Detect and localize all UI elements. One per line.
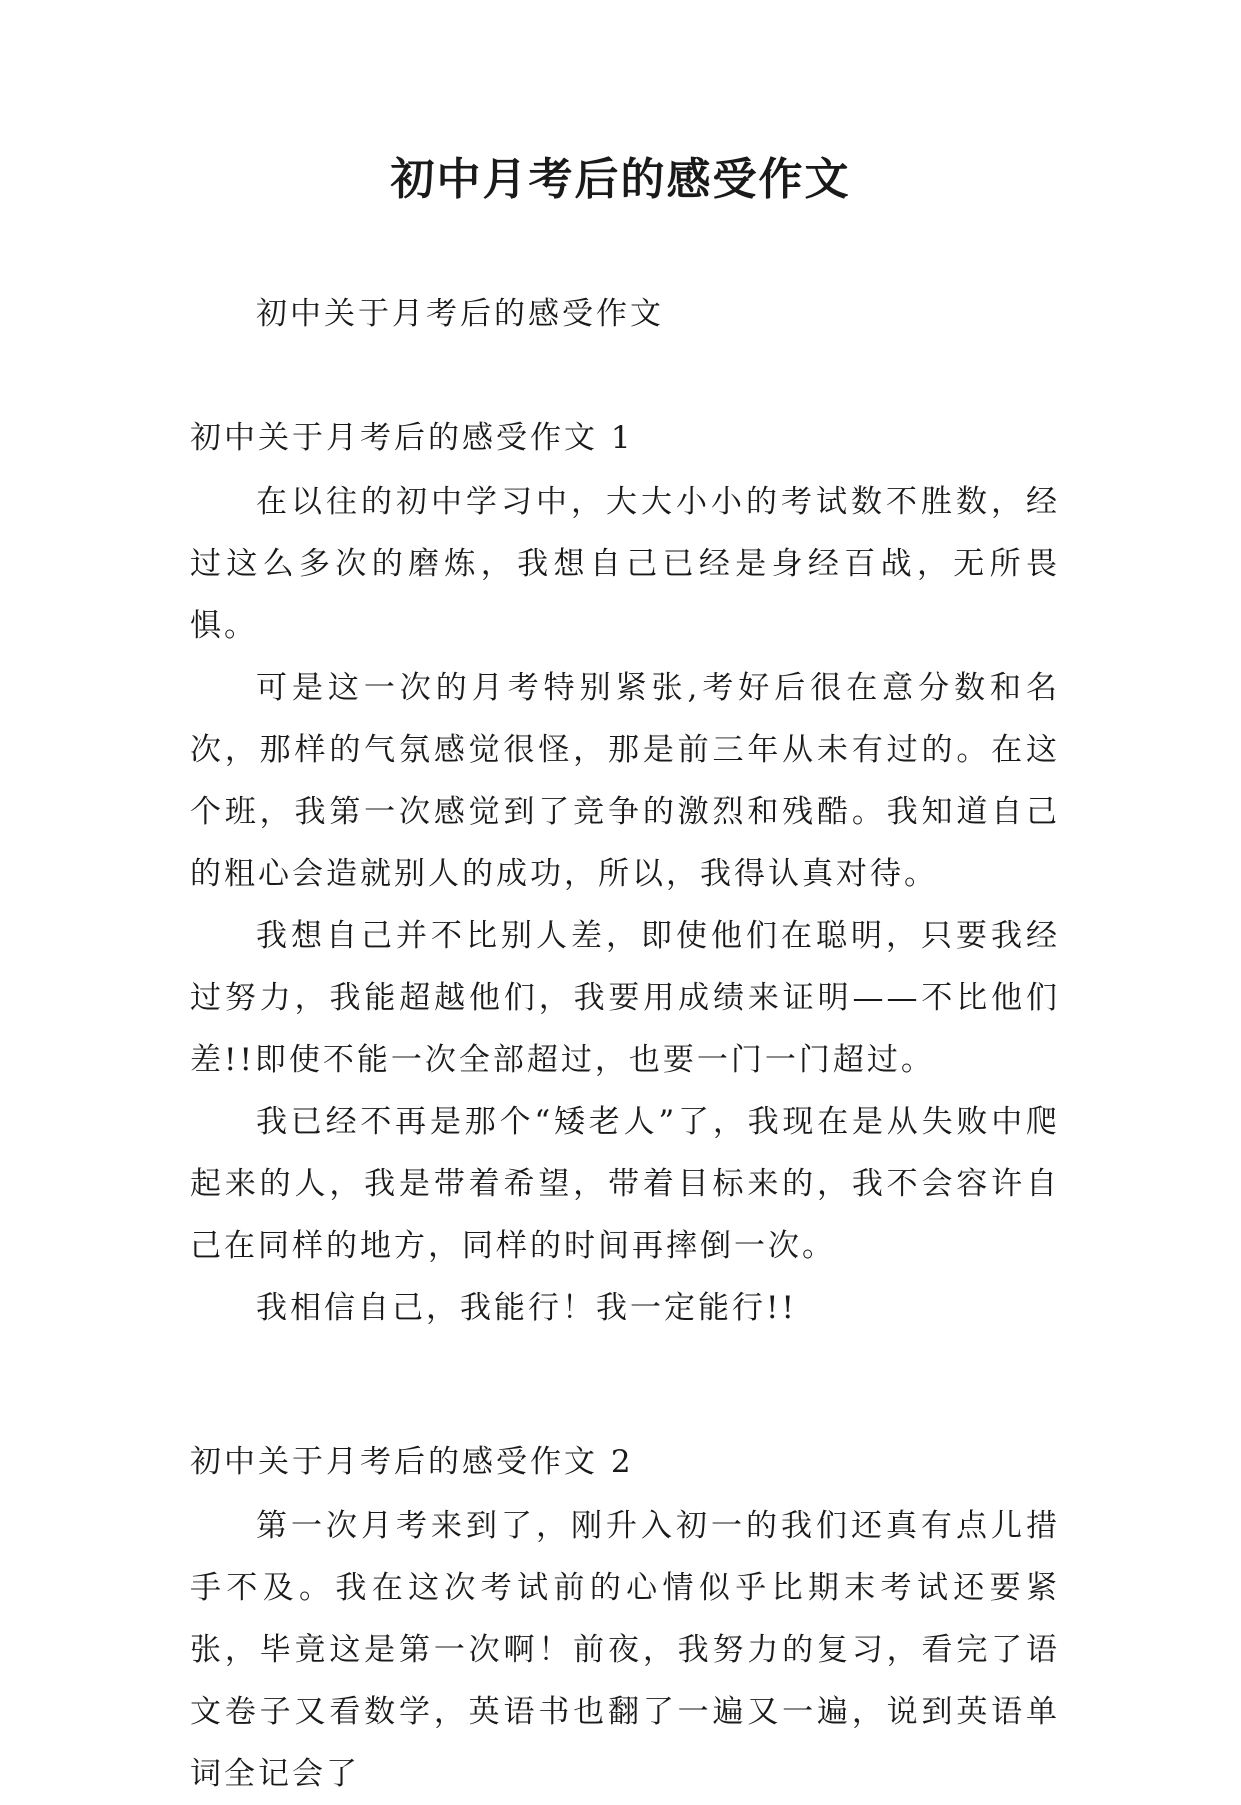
section-spacer xyxy=(190,1339,1060,1429)
section-heading: 初中关于月考后的感受作文 2 xyxy=(190,1444,634,1480)
paragraph: 在以往的初中学习中，大大小小的考试数不胜数，经过这么多次的磨炼，我想自己已经是身经百战，无所畏惧。 xyxy=(190,484,1060,644)
paragraph: 我想自己并不比别人差，即使他们在聪明，只要我经过努力，我能超越他们，我要用成绩来证明——不比他们差!!即使不能一次全部超过，也要一门一门超过。 xyxy=(190,918,1060,1078)
paragraph: 我已经不再是那个“矮老人”了，我现在是从失败中爬起来的人，我是带着希望，带着目标来的，我不会容许自己在同样的地方，同样的时间再摔倒一次。 xyxy=(190,1104,1060,1264)
document-title: 初中月考后的感受作文 xyxy=(390,154,851,205)
essay-section-1 xyxy=(190,405,1060,1339)
document-body xyxy=(190,405,1060,1805)
essay-section-2 xyxy=(190,1429,1060,1805)
section-heading: 初中关于月考后的感受作文 1 xyxy=(190,420,634,456)
paragraph: 我相信自己，我能行！我一定能行!! xyxy=(256,1290,797,1326)
document-subtitle: 初中关于月考后的感受作文 xyxy=(256,296,664,332)
paragraph: 第一次月考来到了，刚升入初一的我们还真有点儿措手不及。我在这次考试前的心情似乎比期末考试还要紧张，毕竟这是第一次啊！前夜，我努力的复习，看完了语文卷子又看数学，英语书也翻了一遍又一遍，说到英语单词全记会了 xyxy=(190,1508,1060,1792)
paragraph: 可是这一次的月考特别紧张,考好后很在意分数和名次，那样的气氛感觉很怪，那是前三年从未有过的。在这个班，我第一次感觉到了竞争的激烈和残酷。我知道自己的粗心会造就别人的成功，所以，我得认真对待。 xyxy=(190,670,1060,892)
